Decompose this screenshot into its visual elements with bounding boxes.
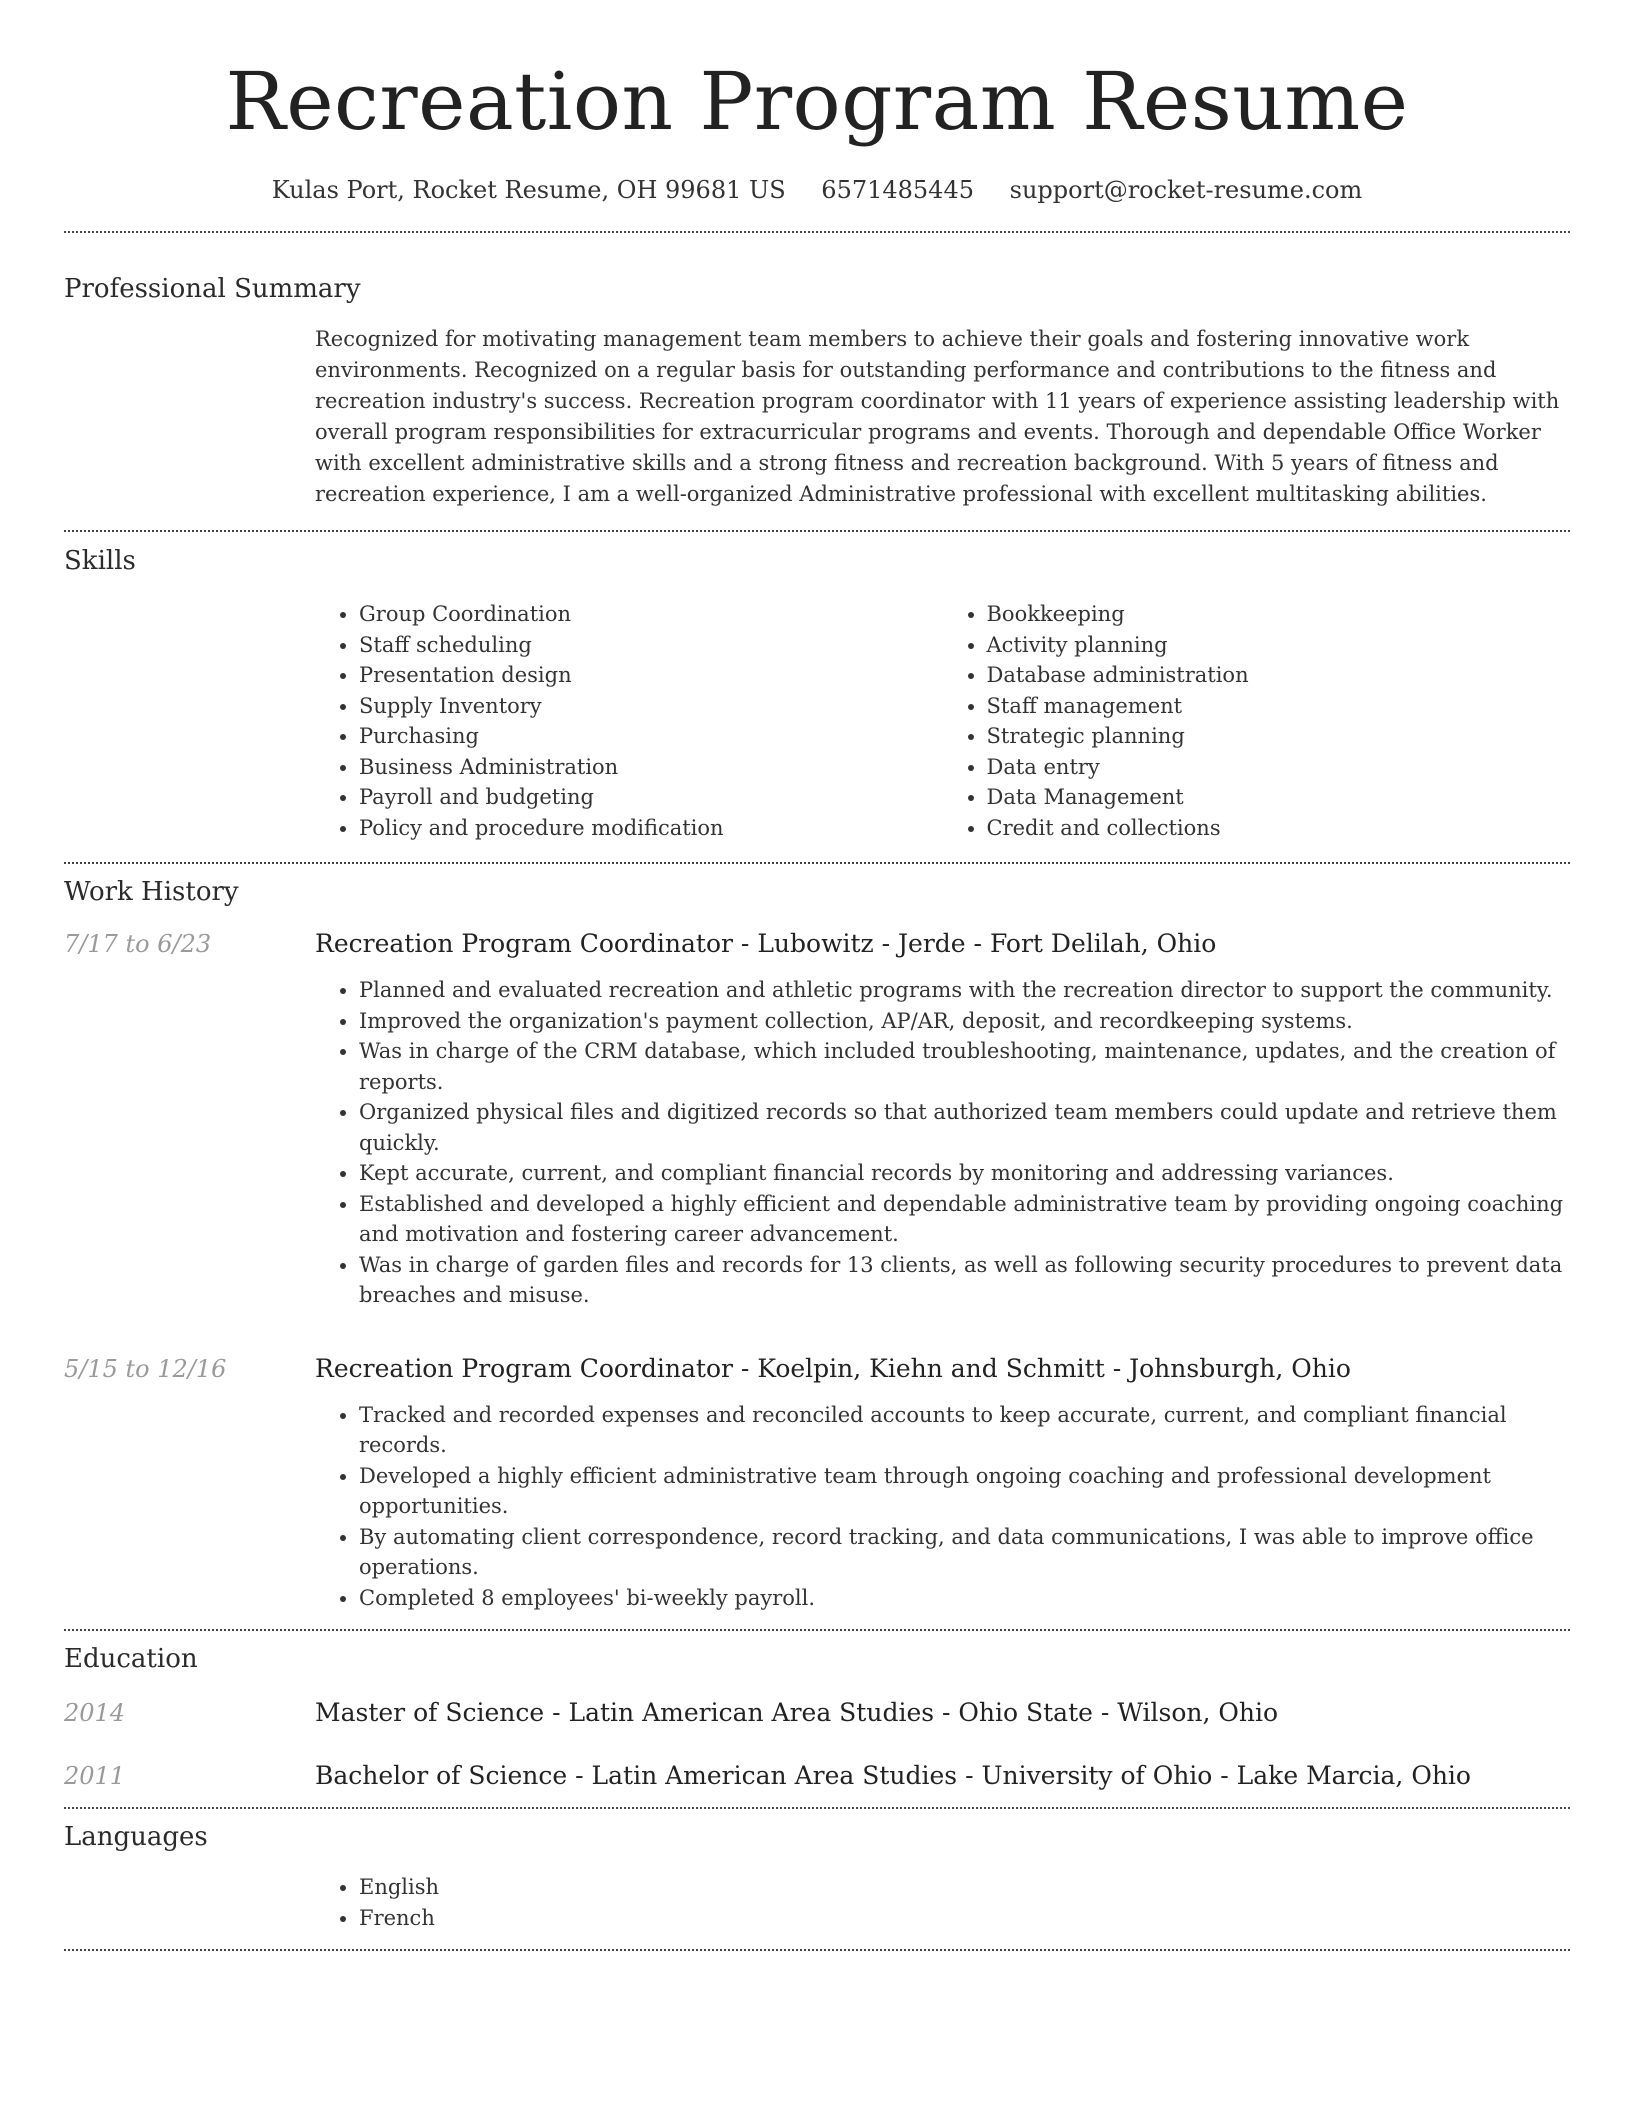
skill-item: • Data Management <box>987 782 1571 813</box>
language-item: • French <box>359 1903 1570 1934</box>
skill-item: • Strategic planning <box>987 721 1571 752</box>
divider <box>64 1807 1570 1809</box>
contact-phone: 6571485445 <box>821 176 974 204</box>
skills-column-left <box>315 599 943 843</box>
job-duties <box>315 975 1570 1311</box>
job-duty: • Improved the organization's payment collection, AP/AR, deposit, and recordkeeping systems. <box>359 1006 1570 1037</box>
skills-list <box>315 599 1570 843</box>
job-duty: • Organized physical files and digitized records so that authorized team members could update and retrieve them quickly. <box>359 1097 1570 1158</box>
education-list <box>64 1696 1570 1793</box>
divider <box>64 530 1570 532</box>
languages-list <box>315 1872 1570 1933</box>
contact-line <box>64 170 1570 210</box>
contact-address: Kulas Port, Rocket Resume, OH 99681 US <box>271 176 786 204</box>
job-duty: • Was in charge of the CRM database, which included troubleshooting, maintenance, updates, and the creation of reports. <box>359 1036 1570 1097</box>
languages-body <box>315 1872 1570 1933</box>
job-entry <box>64 1352 1570 1614</box>
job-dates: 7/17 to 6/23 <box>64 930 212 958</box>
job-duty: • Was in charge of garden files and records for 13 clients, as well as following security procedures to prevent data breaches and misuse. <box>359 1250 1570 1311</box>
job-body <box>315 1352 1570 1614</box>
job-title: Recreation Program Coordinator - Koelpin, Kiehn and Schmitt - Johnsburgh, Ohio <box>315 1353 1351 1383</box>
job-duty: • Tracked and recorded expenses and reconciled accounts to keep accurate, current, and compliant financial records. <box>359 1400 1570 1461</box>
divider <box>64 1949 1570 1951</box>
skill-item: • Activity planning <box>987 630 1571 661</box>
job-duties <box>315 1400 1570 1614</box>
job-duty: • Kept accurate, current, and compliant financial records by monitoring and addressing variances. <box>359 1158 1570 1189</box>
work-history-list <box>64 927 1570 1613</box>
skill-item: • Policy and procedure modification <box>359 813 943 844</box>
skills-column-right <box>943 599 1571 843</box>
education-degree: Bachelor of Science - Latin American Area Studies - University of Ohio - Lake Marcia, Ohio <box>315 1761 1471 1790</box>
section-title-work-history: Work History <box>64 877 239 907</box>
skill-item: • Database administration <box>987 660 1571 691</box>
education-year: 2014 <box>64 1699 126 1727</box>
skill-item: • Payroll and budgeting <box>359 782 943 813</box>
skill-item: • Supply Inventory <box>359 691 943 722</box>
job-dates: 5/15 to 12/16 <box>64 1354 227 1383</box>
summary-text: Recognized for motivating management team members to achieve their goals and fostering innovative work environments. Recognized on a regular basis for outstanding performance and contributions to the fitness and recreation industry's success. Recreation program coordinator with 11 years of experience assisting leadership with overall program responsibilities for extracurricular programs and events. Thorough and dependable Office Worker with excellent administrative skills and a strong fitness and recreation background. With 5 years of fitness and recreation experience, I am a well-organized Administrative professional with excellent multitasking abilities. <box>315 327 1560 506</box>
summary-body <box>315 324 1570 510</box>
job-duty: • Established and developed a highly efficient and dependable administrative team by providing ongoing coaching and motivation and fostering career advancement. <box>359 1189 1570 1250</box>
job-duty: • Planned and evaluated recreation and athletic programs with the recreation director to support the community. <box>359 975 1570 1006</box>
section-title-summary: Professional Summary <box>64 274 361 304</box>
section-title-skills: Skills <box>64 546 136 576</box>
divider <box>64 231 1570 233</box>
job-duty: • By automating client correspondence, record tracking, and data communications, I was able to improve office operations. <box>359 1522 1570 1583</box>
skill-item: • Staff management <box>987 691 1571 722</box>
job-entry <box>64 927 1570 1311</box>
education-entry <box>64 1759 1570 1793</box>
skill-item: • Business Administration <box>359 752 943 783</box>
job-body <box>315 927 1570 1311</box>
skill-item: • Data entry <box>987 752 1571 783</box>
section-title-languages: Languages <box>64 1822 208 1852</box>
skill-item: • Staff scheduling <box>359 630 943 661</box>
skill-item: • Purchasing <box>359 721 943 752</box>
job-duty: • Completed 8 employees' bi-weekly payroll. <box>359 1583 1570 1614</box>
job-duty: • Developed a highly efficient administrative team through ongoing coaching and professional development opportunities. <box>359 1461 1570 1522</box>
divider <box>64 1629 1570 1631</box>
language-item: • English <box>359 1872 1570 1903</box>
skill-item: • Group Coordination <box>359 599 943 630</box>
skill-item: • Bookkeeping <box>987 599 1571 630</box>
education-year: 2011 <box>64 1762 126 1790</box>
contact-email: support@rocket-resume.com <box>1009 176 1363 204</box>
skill-item: • Presentation design <box>359 660 943 691</box>
divider <box>64 862 1570 864</box>
education-degree: Master of Science - Latin American Area Studies - Ohio State - Wilson, Ohio <box>315 1698 1279 1727</box>
education-entry <box>64 1696 1570 1730</box>
section-title-education: Education <box>64 1644 198 1674</box>
resume-page <box>64 0 1570 1951</box>
job-title: Recreation Program Coordinator - Lubowitz - Jerde - Fort Delilah, Ohio <box>315 929 1217 958</box>
skill-item: • Credit and collections <box>987 813 1571 844</box>
resume-title: Recreation Program Resume <box>225 55 1409 148</box>
